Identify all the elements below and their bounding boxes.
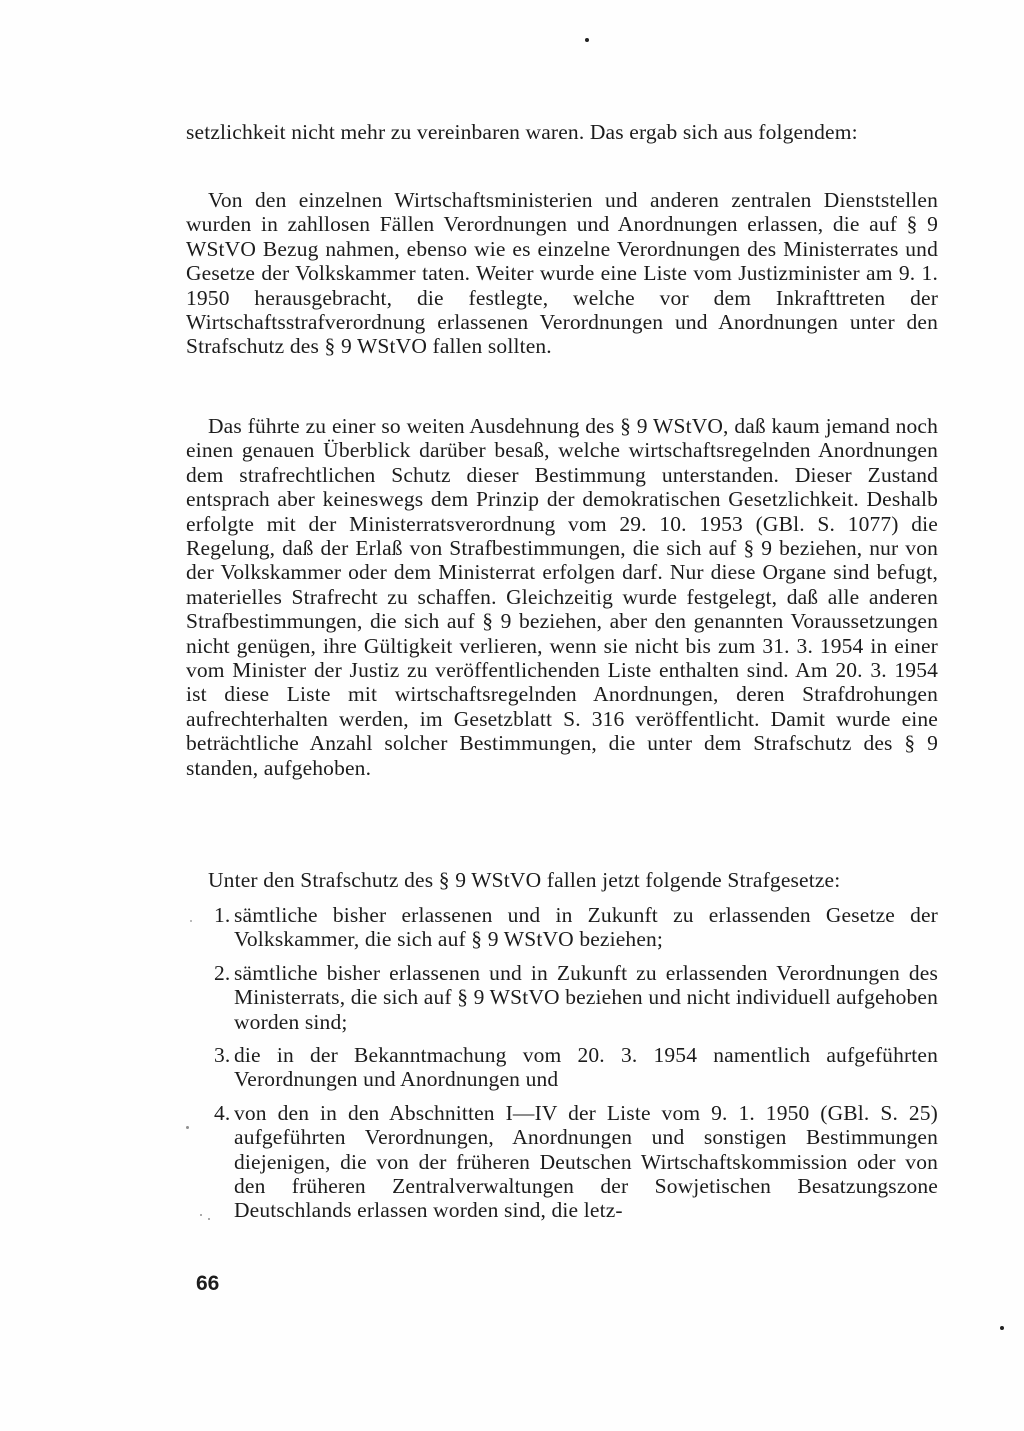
- list-item: [186, 1101, 938, 1223]
- paragraph-1-text: Von den einzelnen Wirtschaftsministerien und anderen zentralen Dienststellen wurden in zahllosen Fällen Verordnungen und Anordnungen erlassen, die auf § 9 WStVO Bezug nahmen, ebenso wie es einzelne Verordnungen des Ministerrates und Gesetze der Volkskammer taten. Weiter wurde eine Liste vom Justizminister am 9. 1. 1950 herausgebracht, die festlegte, welche vor dem Inkrafttreten der Wirtschaftsstrafverordnung erlassenen Verordnungen und Anordnungen unter den Strafschutz des § 9 WStVO fallen sollten.: [186, 188, 938, 359]
- list-item-text: von den in den Abschnitten I—IV der Liste vom 9. 1. 1950 (GBl. S. 25) aufgeführten Verordnungen, Anordnungen und sonstigen Bestimmungen diejenigen, die von der früheren Deutschen Wirtschaftskommission oder von den früheren Zentralverwaltungen der Sowjetischen Besatzungszone Deutschlands erlassen worden sind, die letz-: [234, 1100, 938, 1223]
- paragraph-2: [186, 414, 938, 780]
- paragraph-2-text: Das führte zu einer so weiten Ausdehnung des § 9 WStVO, daß kaum jemand noch einen genauen Überblick darüber besaß, welche wirtschaftsregelnden Anordnungen dem strafrechtlichen Schutz dieser Bestimmung unterstanden. Dieser Zustand entsprach aber keineswegs dem Prinzip der demokratischen Gesetzlichkeit. Deshalb erfolgte mit der Ministerratsverordnung vom 29. 10. 1953 (GBl. S. 1077) die Regelung, daß der Erlaß von Strafbestimmungen, die sich auf § 9 beziehen, nur von der Volkskammer oder dem Ministerrat erfolgen darf. Nur diese Organe sind befugt, materielles Strafrecht zu schaffen. Gleichzeitig wurde festgelegt, daß alle anderen Strafbestimmungen, die sich auf § 9 beziehen, aber den genannten Voraussetzungen nicht genügen, ihre Gültigkeit verlieren, wenn sie nicht bis zum 31. 3. 1954 in einer vom Minister der Justiz zu veröffentlichenden Liste enthalten sind. Am 20. 3. 1954 ist diese Liste mit wirtschaftsregelnden Anordnungen, deren Strafdrohungen aufrechterhalten werden, im Gesetzblatt S. 316 veröffentlicht. Damit wurde eine beträchtliche Anzahl solcher Bestimmungen, die unter dem Strafschutz des § 9 standen, aufgehoben.: [186, 414, 938, 780]
- list-item-number: 3.: [214, 1043, 231, 1068]
- list-intro: [186, 868, 938, 892]
- list-item-text: sämtliche bisher erlassenen und in Zukunft zu erlassenden Verordnungen des Ministerrats, die sich auf § 9 WStVO beziehen und nicht individuell aufgehoben worden sind;: [234, 960, 938, 1034]
- list-item: [186, 961, 938, 1034]
- list-item: [186, 1043, 938, 1092]
- scan-speck: [585, 38, 589, 42]
- list-item-text: sämtliche bisher erlassenen und in Zukunft zu erlassenden Gesetze der Volkskammer, die sich auf § 9 WStVO beziehen;: [234, 903, 938, 952]
- continuation-text: setzlichkeit nicht mehr zu vereinbaren waren. Das ergab sich aus folgendem:: [186, 120, 858, 144]
- scan-speck: [1000, 1326, 1004, 1330]
- list-intro-text: Unter den Strafschutz des § 9 WStVO fallen jetzt folgende Strafgesetze:: [208, 868, 841, 892]
- page-number: 66: [196, 1272, 220, 1295]
- paragraph-1: [186, 188, 938, 359]
- list-item-number: 2.: [214, 960, 231, 985]
- numbered-list: [186, 903, 938, 1223]
- list-item-text: die in der Bekanntmachung vom 20. 3. 1954 namentlich aufgeführten Verordnungen und Anordnungen und: [234, 1043, 938, 1092]
- list-item: [186, 903, 938, 952]
- list-item-number: 4.: [214, 1100, 231, 1125]
- continuation-paragraph: [186, 120, 938, 144]
- list-item-number: 1.: [214, 903, 231, 927]
